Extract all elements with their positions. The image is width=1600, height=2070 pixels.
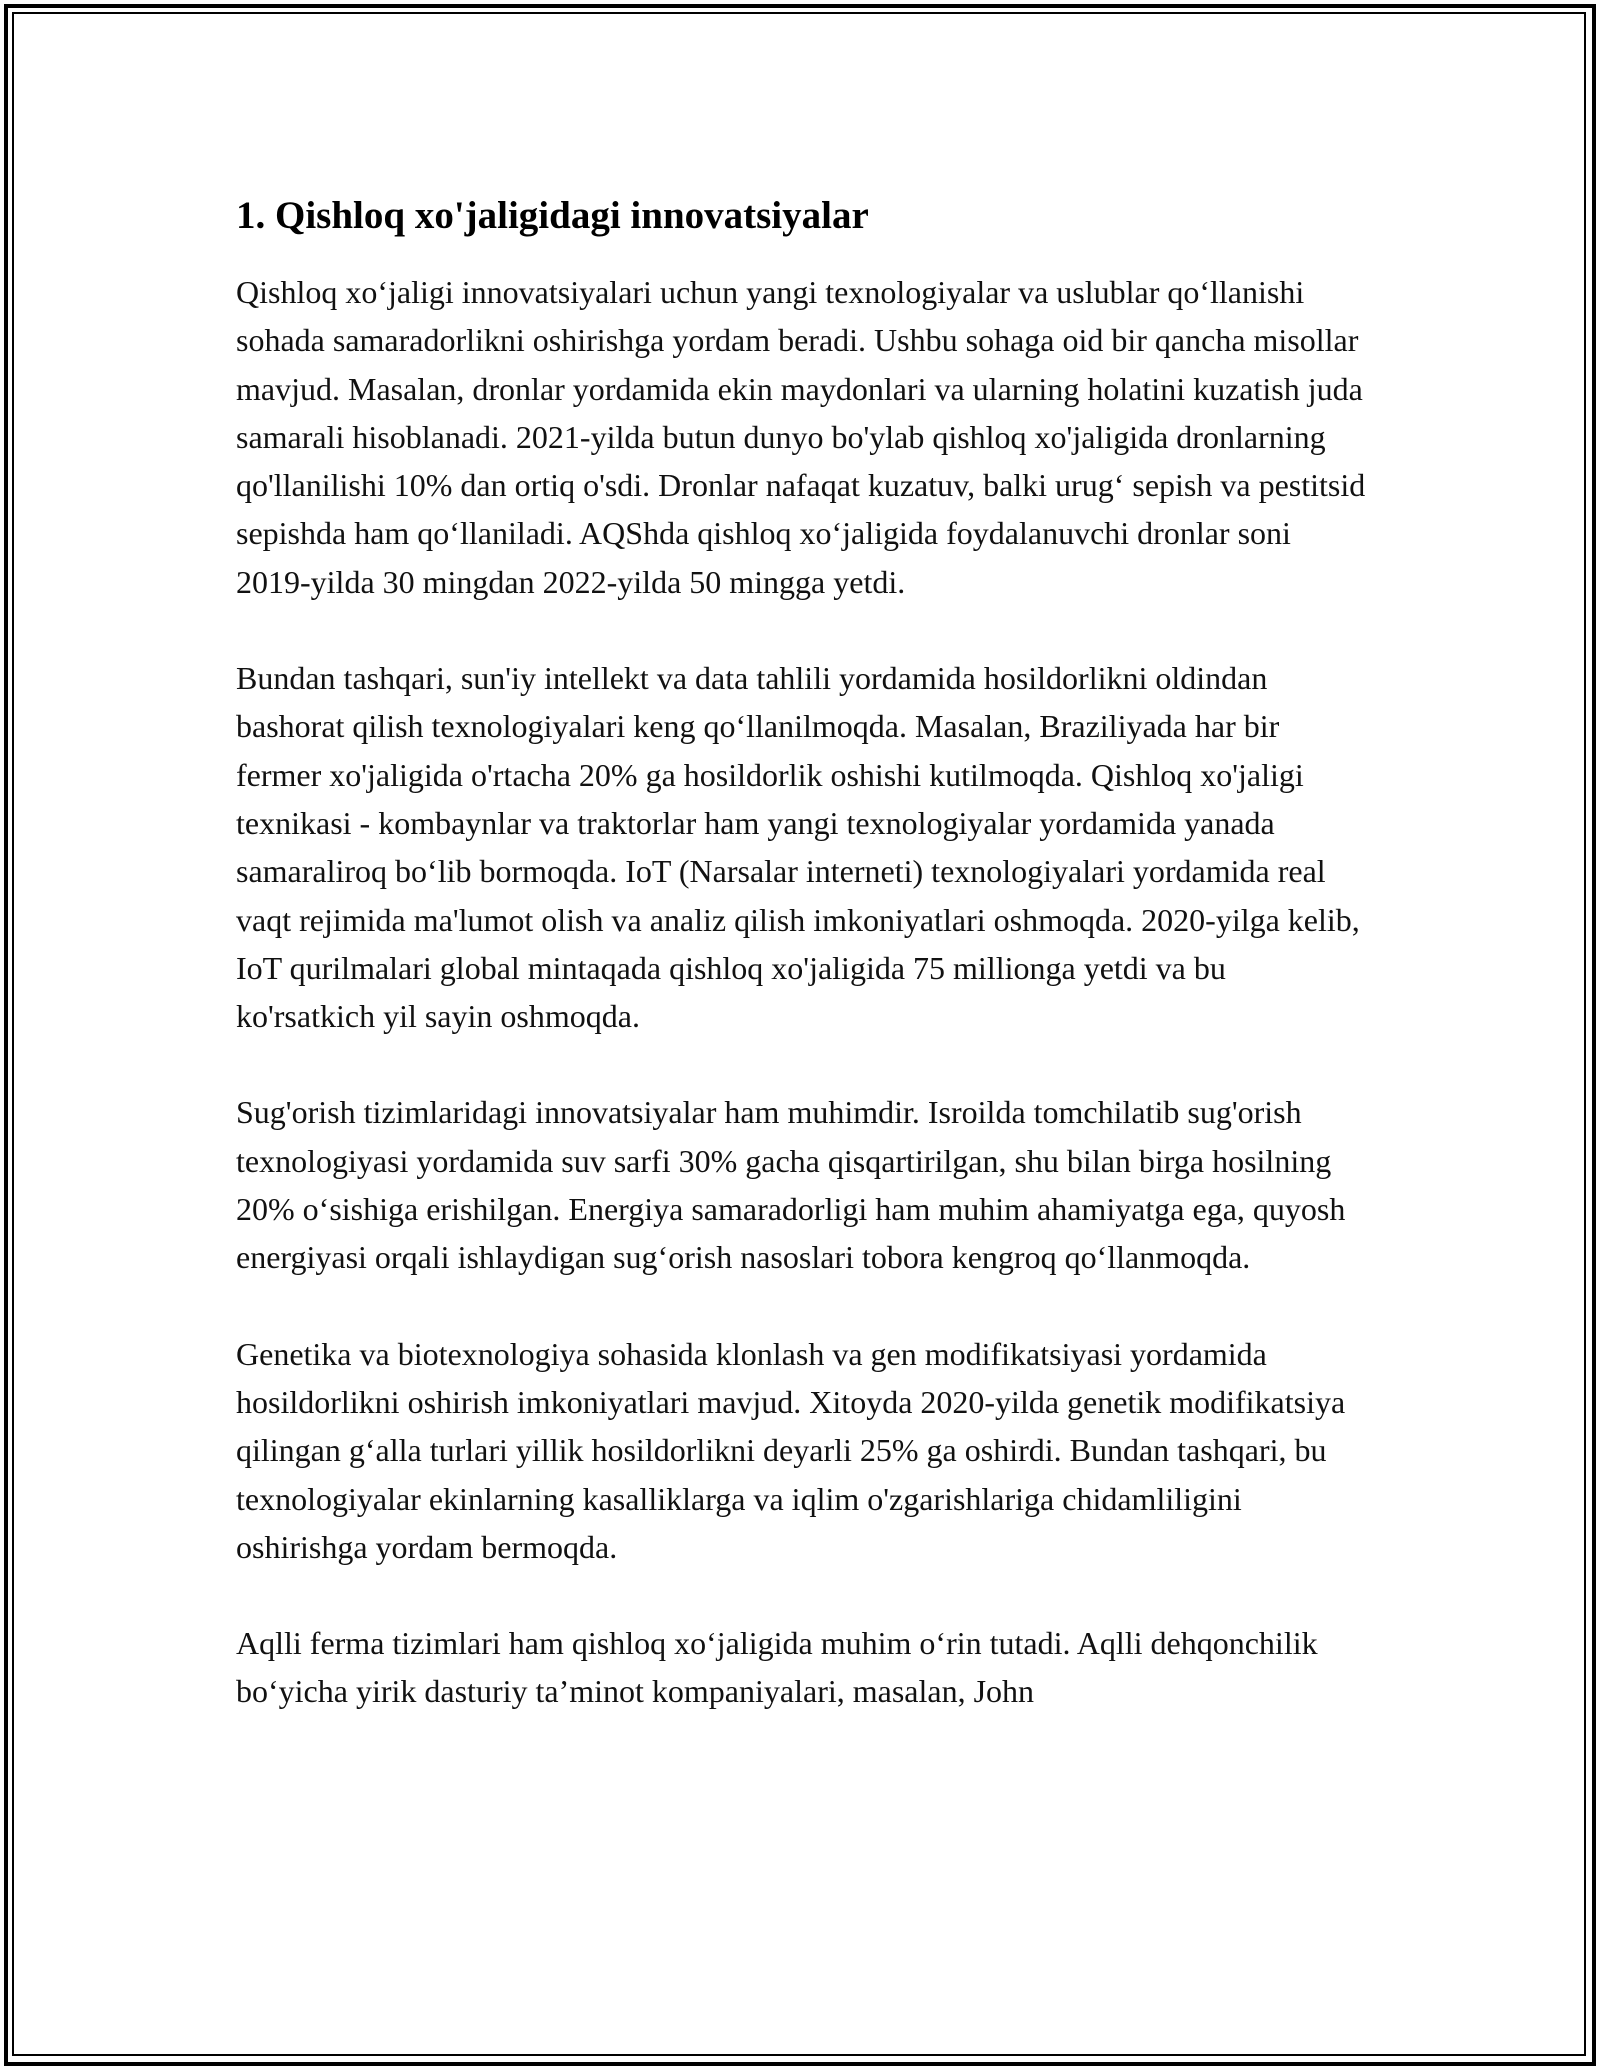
paragraph-drones: Qishloq xo‘jaligi innovatsiyalari uchun yangi texnologiyalar va uslublar qo‘llanishi sohada samaradorlikni oshirishga yordam beradi. Ushbu sohaga oid bir qancha misollar mavjud. Masalan, dronlar yordamida ekin maydonlari va ularning holatini kuzatish juda samarali hisoblanadi. 2021-yilda butun dunyo bo'ylab qishloq xo'jaligida dronlarning qo'llanilishi 10% dan ortiq o'sdi. Dronlar nafaqat kuzatuv, balki urug‘ sepish va pestitsid sepishda ham qo‘llaniladi. AQShda qishloq xo‘jaligida foydalanuvchi dronlar soni 2019-yilda 30 mingdan 2022-yilda 50 mingga yetdi. xyxy=(236,274,1366,600)
paragraph-genetics: Genetika va biotexnologiya sohasida klonlash va gen modifikatsiyasi yordamida hosildorlikni oshirish imkoniyatlari mavjud. Xitoyda 2020-yilda genetik modifikatsiya qilingan g‘alla turlari yillik hosildorlikni deyarli 25% ga oshirdi. Bundan tashqari, bu texnologiyalar ekinlarning kasalliklarga va iqlim o'zgarishlariga chidamliligini oshirishga yordam bermoqda. xyxy=(236,1335,1346,1565)
paragraph-ai-iot: Bundan tashqari, sun'iy intellekt va data tahlili yordamida hosildorlikni oldindan bashorat qilish texnologiyalari keng qo‘llanilmoqda. Masalan, Braziliyada har bir fermer xo'jaligida o'rtacha 20% ga hosildorlik oshishi kutilmoqda. Qishloq xo'jaligi texnikasi - kombaynlar va traktorlar ham yangi texnologiyalar yordamida yanada samaraliroq bo‘lib bormoqda. IoT (Narsalar interneti) texnologiyalari yordamida real vaqt rejimida ma'lumot olish va analiz qilish imkoniyatlari oshmoqda. 2020-yilga kelib, IoT qurilmalari global mintaqada qishloq xo'jaligida 75 millionga yetdi va bu ko'rsatkich yil sayin oshmoqda. xyxy=(236,660,1360,1035)
paragraph-smart-farm: Aqlli ferma tizimlari ham qishloq xo‘jaligida muhim o‘rin tutadi. Aqlli dehqonchilik bo‘yicha yirik dasturiy ta’minot kompaniyalari, masalan, John xyxy=(236,1625,1318,1710)
document-body xyxy=(236,188,1366,1764)
paragraph-irrigation: Sug'orish tizimlaridagi innovatsiyalar ham muhimdir. Isroilda tomchilatib sug'orish texnologiyasi yordamida suv sarfi 30% gacha qisqartirilgan, shu bilan birga hosilning 20% o‘sishiga erishilgan. Energiya samaradorligi ham muhim ahamiyatga ega, quyosh energiyasi orqali ishlaydigan sug‘orish nasoslari tobora kengroq qo‘llanmoqda. xyxy=(236,1094,1346,1276)
section-heading: 1. Qishloq xo'jaligidagi innovatsiyalar xyxy=(236,194,869,237)
